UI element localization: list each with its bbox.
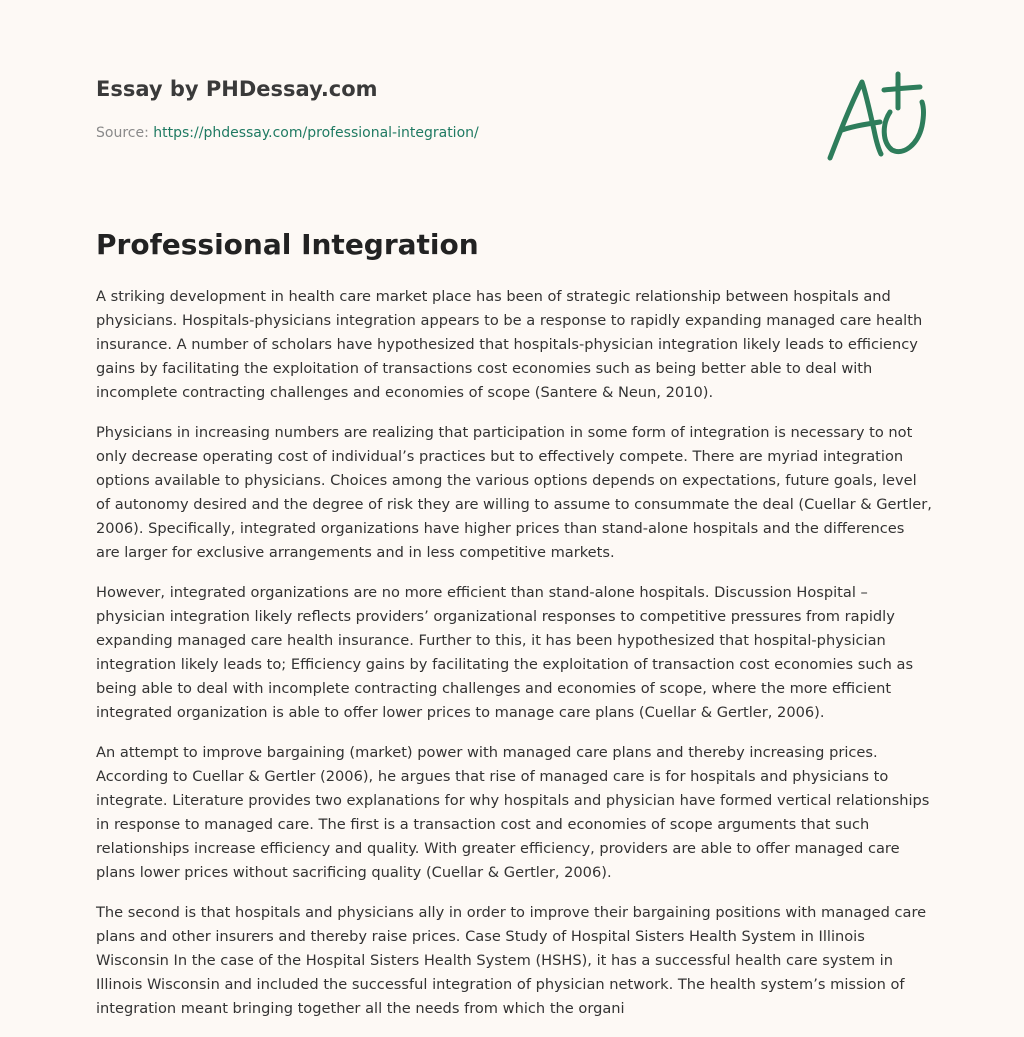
essay-body bbox=[96, 285, 932, 1037]
essay-header bbox=[96, 74, 696, 143]
paragraph: Physicians in increasing numbers are realizing that participation in some form of integration is necessary to not only decrease operating cost of individual’s practices but to effectively compete. There are myriad integration options available to physicians. Choices among the various options depends on expectations, future goals, level of autonomy desired and the degree of risk they are willing to assume to consummate the deal (Cuellar & Gertler, 2006). Specifically, integrated organizations have higher prices than stand-alone hospitals and the differences are larger for exclusive arrangements and in less competitive markets. bbox=[96, 424, 932, 561]
paragraph: An attempt to improve bargaining (market) power with managed care plans and thereby increasing prices. According to Cuellar & Gertler (2006), he argues that rise of managed care is for hospitals and physicians to integrate. Literature provides two explanations for why hospitals and physician have formed vertical relationships in response to managed care. The first is a transaction cost and economies of scope arguments that such relationships increase efficiency and quality. With greater efficiency, providers are able to offer managed care plans lower prices without sacrificing quality (Cuellar & Gertler, 2006). bbox=[96, 744, 930, 881]
source-line bbox=[96, 123, 696, 143]
paragraph: A striking development in health care market place has been of strategic relationship between hospitals and physicians. Hospitals-physicians integration appears to be a response to rapidly expanding managed care health insurance. A number of scholars have hypothesized that hospitals-physician integration likely leads to efficiency gains by facilitating the exploitation of transactions cost economies such as being better able to deal with incomplete contracting challenges and economies of scope (Santere & Neun, 2010). bbox=[96, 288, 923, 401]
paragraph: However, integrated organizations are no more efficient than stand-alone hospitals. Discussion Hospital – physician integration likely reflects providers’ organizational responses to competitive pressures from rapidly expanding managed care health insurance. Further to this, it has been hypothesized that hospital-physician integration likely leads to; Efficiency gains by facilitating the exploitation of transaction cost economies such as being able to deal with incomplete contracting challenges and economies of scope, where the more efficient integrated organization is able to offer lower prices to manage care plans (Cuellar & Gertler, 2006). bbox=[96, 584, 914, 721]
source-link[interactable]: https://phdessay.com/professional-integration/ bbox=[153, 125, 479, 141]
essay-title: Professional Integration bbox=[96, 228, 479, 261]
site-brand: Essay by PHDessay.com bbox=[96, 77, 378, 101]
source-label: Source: bbox=[96, 125, 149, 141]
a-plus-logo-icon bbox=[820, 64, 930, 168]
paragraph: The second is that hospitals and physicians ally in order to improve their bargaining positions with managed care plans and other insurers and thereby raise prices. Case Study of Hospital Sisters Health System in Illinois Wisconsin In the case of the Hospital Sisters Health System (HSHS), it has a successful health care system in Illinois Wisconsin and included the successful integration of physician network. The health system’s mission of integration meant bringing together all the needs from which the organi bbox=[96, 904, 927, 1017]
